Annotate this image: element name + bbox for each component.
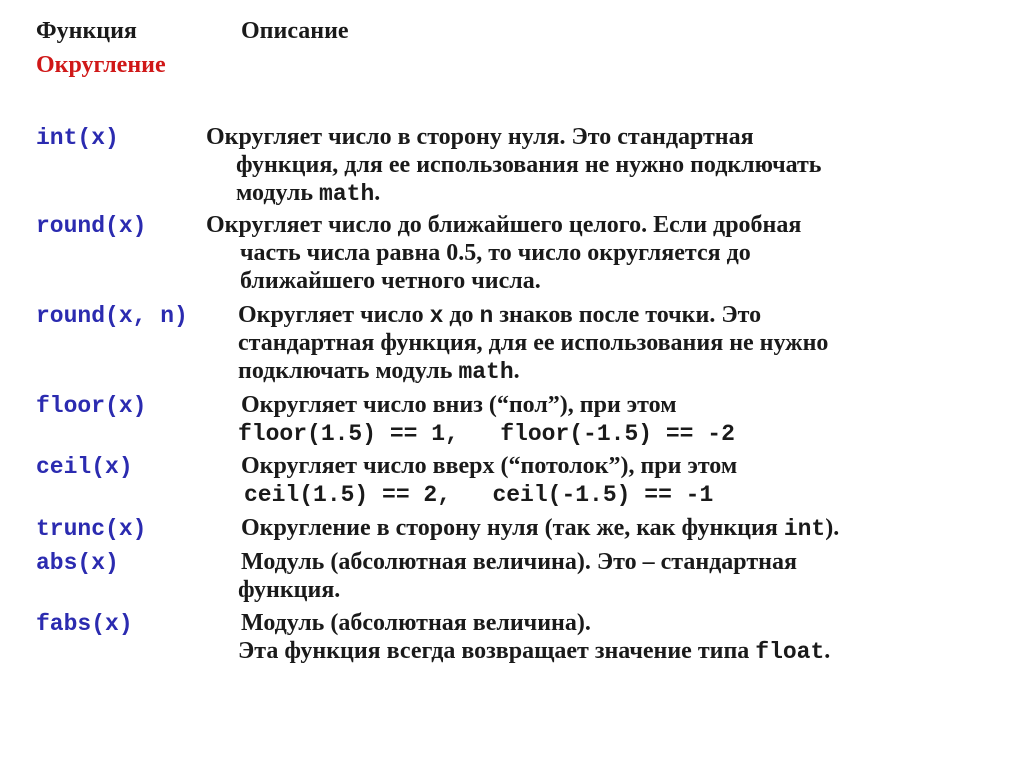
description-text: знаков после точки. Это [493,302,762,328]
description-text: часть числа равна 0.5, то число округляется до [240,240,751,266]
description-line [238,419,735,448]
function-name: round(x, n) [36,303,188,329]
inline-code: float [755,639,825,665]
description-line [240,267,541,295]
description-line [238,301,761,330]
description-line [241,452,737,480]
function-name: ceil(x) [36,454,133,480]
inline-code: n [479,303,494,329]
description-line [240,239,751,267]
description-line [241,514,839,543]
function-name: floor(x) [36,393,147,419]
inline-code: floor(1.5) == 1, floor(-1.5) == -2 [238,421,735,447]
inline-code: ceil(1.5) == 2, ceil(-1.5) == -1 [244,482,714,508]
description-line [241,548,797,576]
description-text: Округляет число [238,302,430,328]
description-line [238,357,520,386]
category-heading: Округление [36,52,166,78]
description-text: стандартная функция, для ее использования не нужно [238,330,829,356]
description-line [241,391,677,419]
inline-code: math [458,359,514,385]
description-line [238,637,830,666]
description-text: функция, для ее использования не нужно подключать [236,152,822,178]
description-text: ). [825,515,840,541]
inline-code: x [429,303,444,329]
description-text: ближайшего четного числа. [240,268,541,294]
description-line [238,576,340,604]
description-text: . [374,180,381,206]
inline-code: math [319,181,375,207]
description-text: до [443,302,480,328]
function-name: trunc(x) [36,516,147,542]
description-text: Округляет число до ближайшего целого. Если дробная [206,212,802,238]
function-name: int(x) [36,125,119,151]
column-header-description: Описание [241,18,349,44]
description-line [206,211,801,239]
description-text: модуль [236,180,320,206]
description-text: Округляет число в сторону нуля. Это стандартная [206,124,754,150]
function-name: round(x) [36,213,147,239]
description-line [206,123,754,151]
description-text: Округление в сторону нуля (так же, как функция [241,515,784,541]
description-text: Модуль (абсолютная величина). Это – стандартная [241,549,797,575]
description-text: . [513,358,520,384]
description-line [236,179,380,208]
function-name: abs(x) [36,550,119,576]
description-text: Округляет число вниз (“пол”), при этом [241,392,677,418]
description-line [241,609,591,637]
description-text: подключать модуль [238,358,459,384]
description-text: функция. [238,577,341,603]
column-header-function: Функция [36,18,137,44]
description-text: Эта функция всегда возвращает значение типа [238,638,756,664]
description-line [236,151,821,179]
description-text: Округляет число вверх (“потолок”), при этом [241,453,738,479]
description-text: . [824,638,831,664]
description-line [238,329,828,357]
description-text: Модуль (абсолютная величина). [241,610,591,636]
function-name: fabs(x) [36,611,133,637]
inline-code: int [783,516,826,542]
description-line [244,480,713,509]
